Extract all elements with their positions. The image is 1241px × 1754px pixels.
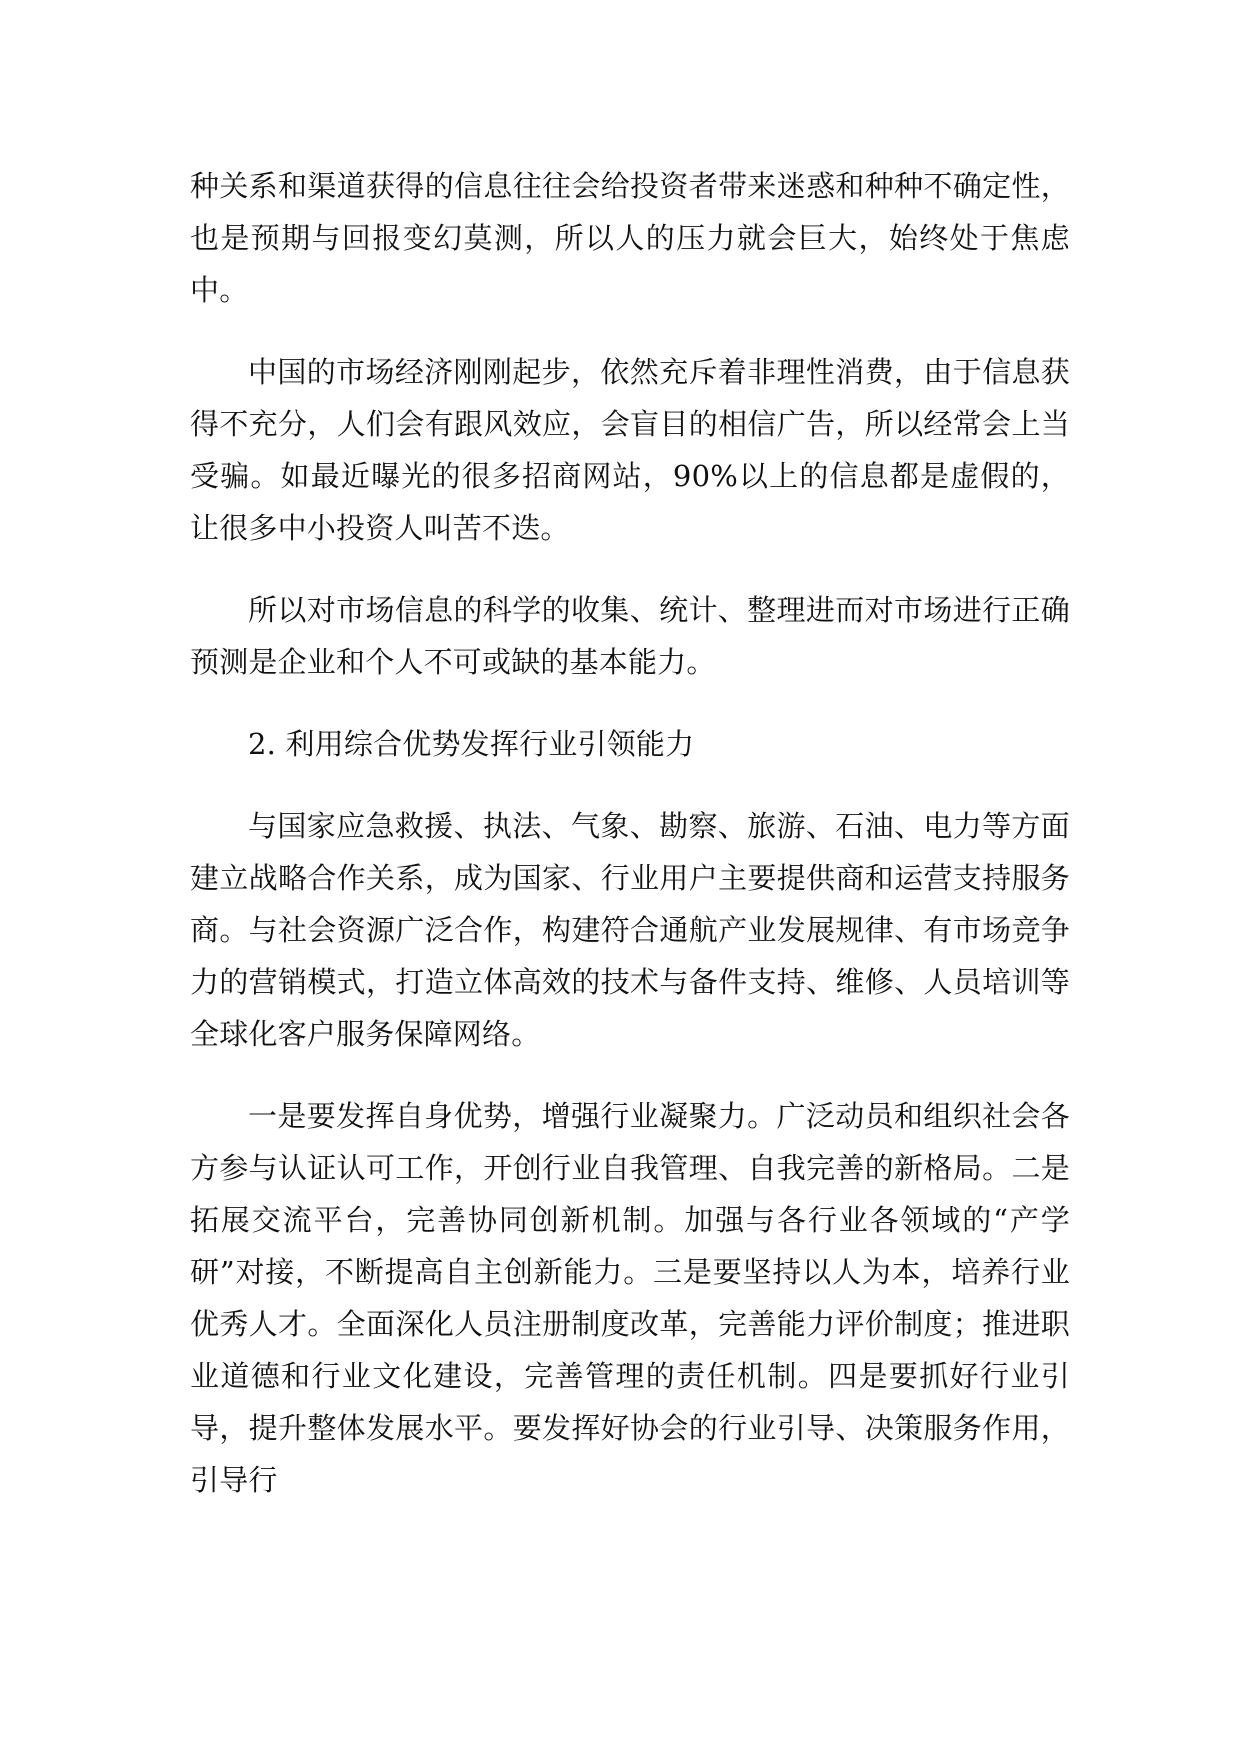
- paragraph-market-economy: 中国的市场经济刚刚起步，依然充斥着非理性消费，由于信息获得不充分，人们会有跟风效应，会盲目的相信广告，所以经常会上当受骗。如最近曝光的很多招商网站，90%以上的信息都是虚假的，让很多中小投资人叫苦不迭。: [190, 355, 1070, 545]
- paragraph-market-information: 所以对市场信息的科学的收集、统计、整理进而对市场进行正确预测是企业和个人不可或缺的基本能力。: [190, 593, 1070, 679]
- paragraph-continuation: 种关系和渠道获得的信息往往会给投资者带来迷惑和种种不确定性，也是预期与回报变幻莫测，所以人的压力就会巨大，始终处于焦虑中。: [190, 169, 1070, 307]
- paragraph-industry-measures: 一是要发挥自身优势，增强行业凝聚力。广泛动员和组织社会各方参与认证认可工作，开创行业自我管理、自我完善的新格局。二是拓展交流平台，完善协同创新机制。加强与各行业各领域的“产学研”对接，不断提高自主创新能力。三是要坚持以人为本，培养行业优秀人才。全面深化人员注册制度改革，完善能力评价制度；推进职业道德和行业文化建设，完善管理的责任机制。四是要抓好行业引导，提升整体发展水平。要发挥好协会的行业引导、决策服务作用，引导行: [190, 1099, 1070, 1497]
- paragraph-strategic-cooperation: 与国家应急救援、执法、气象、勘察、旅游、石油、电力等方面建立战略合作关系，成为国家、行业用户主要提供商和运营支持服务商。与社会资源广泛合作，构建符合通航产业发展规律、有市场竞争力的营销模式，打造立体高效的技术与备件支持、维修、人员培训等全球化客户服务保障网络。: [190, 809, 1070, 1051]
- section-heading: 2. 利用综合优势发挥行业引领能力: [248, 727, 695, 761]
- document-body: [190, 160, 1070, 1536]
